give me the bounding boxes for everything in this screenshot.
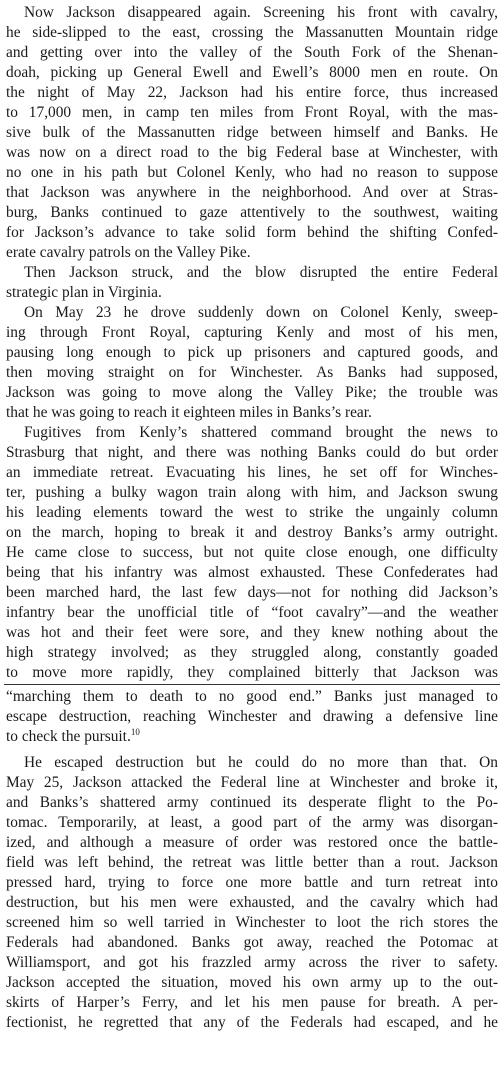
text-line: Fugitives from Kenly’s shattered command brought the news to xyxy=(24,424,498,441)
text-line: sive bulk of the Massanutten ridge between himself and Banks. He xyxy=(6,124,498,141)
text-line: field was left behind, the retreat was little better than a rout. Jackson xyxy=(6,854,498,871)
text-line: erate cavalry patrols on the Valley Pike. xyxy=(6,244,251,261)
text-line: to move more rapidly, they complained bitterly that Jackson was xyxy=(6,664,498,681)
text-line: high strategy involved; as they struggled along, constantly goaded xyxy=(6,644,498,661)
text-line: tomac. Temporarily, at least, a good part of the army was disorgan- xyxy=(6,814,498,831)
text-line: to 17,000 men, in camp ten miles from Front Royal, with the mas- xyxy=(6,104,498,121)
text-line: ter, pushing a bulky wagon train along with him, and Jackson swung xyxy=(6,484,498,501)
footnote-ref: 10 xyxy=(130,726,140,737)
text-line: May 25, Jackson attacked the Federal line at Winchester and broke it, xyxy=(6,774,498,791)
text-line: on the march, hoping to break it and destroy Banks’s army outright. xyxy=(6,524,498,541)
text-line: his leading elements toward the west to strike the ungainly column xyxy=(6,504,498,521)
text-line: was hot and their feet were sore, and they knew nothing about the xyxy=(6,624,498,641)
text-line: no one in his path but Colonel Kenly, who had no reason to suppose xyxy=(6,164,498,181)
text-line: and Banks’s shattered army continued its desperate flight to the Po- xyxy=(6,794,498,811)
text-line: that Jackson was anywhere in the neighborhood. And over at Stras- xyxy=(6,184,498,201)
text-line: pressed hard, trying to force one more battle and turn retreat into xyxy=(6,874,498,891)
text-line: Strasburg that night, and there was nothing Banks could do but order xyxy=(6,444,498,461)
text-line: that he was going to reach it eighteen miles in Banks’s rear. xyxy=(6,404,372,421)
text-line: On May 23 he drove suddenly down on Colonel Kenly, sweep- xyxy=(24,304,498,321)
text-line: pausing long enough to pick up prisoners and captured goods, and xyxy=(6,344,498,361)
text-line: Jackson accepted the situation, moved his own army up to the out- xyxy=(6,974,498,991)
text-line: He came close to success, but not quite close enough, one difficulty xyxy=(6,544,498,561)
text-line: Now Jackson disappeared again. Screening his front with cavalry, xyxy=(24,4,498,21)
text-line: and getting over into the valley of the South Fork of the Shenan- xyxy=(6,44,498,61)
text-line xyxy=(6,727,498,747)
text-line: Jackson was going to move along the Valley Pike; the trouble was xyxy=(6,384,498,401)
text-line: “marching them to death to no good end.” Banks just managed to xyxy=(6,688,498,705)
text-line: destruction, but his men were exhausted, and the cavalry which had xyxy=(6,894,498,911)
text-line-body: to check the pursuit. xyxy=(6,728,131,745)
text-line: screened him so well tarried in Winchester to loot the rich stores the xyxy=(6,914,498,931)
text-line: then moving straight on for Winchester. As Banks had supposed, xyxy=(6,364,498,381)
text-line: he side-slipped to the east, crossing the Massanutten Mountain ridge xyxy=(6,24,498,41)
text-line: ized, and although a measure of order was restored once the battle- xyxy=(6,834,498,851)
text-line: infantry bear the unofficial title of “foot cavalry”—and the weather xyxy=(6,604,498,621)
text-line xyxy=(6,1033,498,1053)
text-line: Williamsport, and got his frazzled army across the river to safety. xyxy=(6,954,498,971)
text-line: was now on a direct road to the big Federal base at Winchester, with xyxy=(6,144,498,161)
text-line: being that his infantry was almost exhausted. These Confederates had xyxy=(6,564,498,581)
text-line: strategic plan in Virginia. xyxy=(6,284,162,301)
text-line: fectionist, he regretted that any of the Federals had escaped, and he xyxy=(6,1014,498,1031)
text-line: burg, Banks continued to gaze attentively to the southwest, waiting xyxy=(6,204,498,221)
text-line: an immediate retreat. Evacuating his lines, he set off for Winches- xyxy=(6,464,498,481)
text-line: doah, picking up General Ewell and Ewell’s 8000 men en route. On xyxy=(6,64,498,81)
text-line: escape destruction, reaching Winchester and drawing a defensive line xyxy=(6,708,498,725)
scan-rule-line xyxy=(4,684,500,685)
text-line: skirts of Harper’s Ferry, and let his men pause for breath. A per- xyxy=(6,994,498,1011)
text-line: He escaped destruction but he could do no more than that. On xyxy=(24,754,498,771)
text-line: the night of May 22, Jackson had his entire force, thus increased xyxy=(6,84,498,101)
text-line: Then Jackson struck, and the blow disrupted the entire Federal xyxy=(24,264,498,281)
text-line: Federals had abandoned. Banks got away, reached the Potomac at xyxy=(6,934,498,951)
text-line: been marched hard, the last few days—not for nothing did Jackson’s xyxy=(6,584,498,601)
text-line: ing through Front Royal, capturing Kenly and most of his men, xyxy=(6,324,498,341)
text-line: for Jackson’s advance to take solid form behind the shifting Confed- xyxy=(6,224,498,241)
